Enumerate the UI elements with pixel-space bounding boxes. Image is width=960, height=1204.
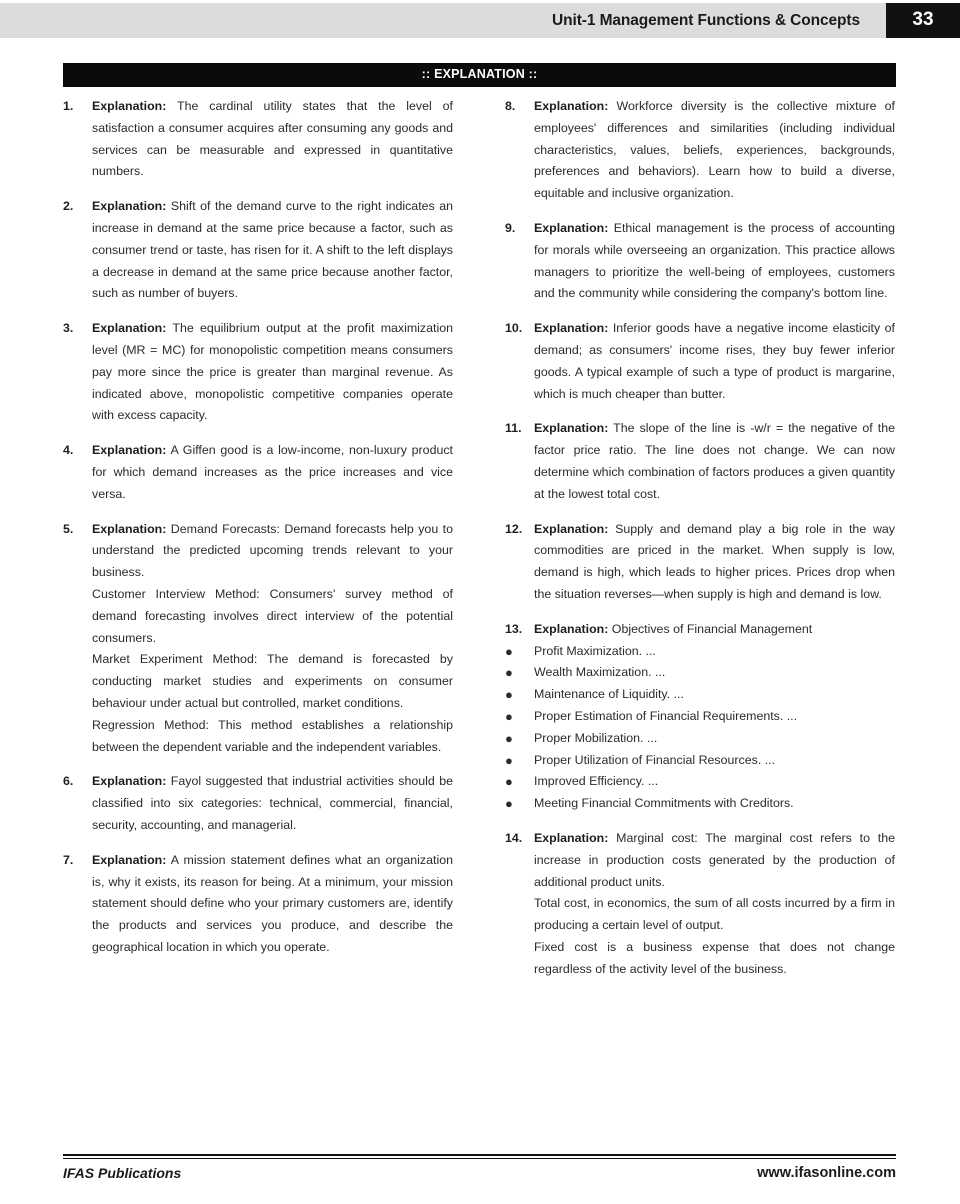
item-lead: Explanation: (534, 830, 609, 845)
item-number: 13. (505, 621, 523, 636)
item-body (92, 318, 453, 427)
explanation-item (63, 771, 453, 836)
item-body (534, 318, 895, 405)
item-text: Inferior goods have a negative income elasticity of demand; as consumers' income rises, they buy fewer inferior goods. A typical example of such a type of product is margarine, which is much cheaper than butter. (534, 321, 895, 401)
item-text: The equilibrium output at the profit maximization level (MR = MC) for monopolistic competition means consumers pay more since the price is greater than marginal revenue. As indicated above, monopolistic competitive companies operate with excess capacity. (92, 321, 453, 423)
list-item (505, 706, 895, 728)
item-text: Workforce diversity is the collective mixture of employees' differences and similarities (including individual characteristics, values, beliefs, experiences, backgrounds, preferences and behaviors). Learn how to build a diverse, equitable and inclusive organization. (534, 99, 895, 201)
item-lead: Explanation: (534, 521, 609, 536)
footer-divider-thick (63, 1154, 896, 1156)
item-lead: Explanation: (534, 621, 609, 636)
item-number: 14. (505, 830, 523, 845)
item-text: A Giffen good is a low-income, non-luxury product for which demand increases as the price increases and vice versa. (92, 443, 453, 501)
item-lead: Explanation: (92, 199, 167, 214)
item-lead: Explanation: (92, 443, 167, 458)
item-text: A mission statement defines what an organization is, why it exists, its reason for being. At a minimum, your mission statement should define who your primary customers are, identify the products and services you produce, and describe the geographical location in which you operate. (92, 852, 453, 954)
explanation-item (63, 96, 453, 183)
item-sub-paragraph: Regression Method: This method establishes a relationship between the dependent variable and the independent variables. (92, 717, 453, 754)
item-number: 8. (505, 99, 516, 113)
item-number: 7. (63, 852, 74, 867)
item-number: 11. (505, 421, 522, 436)
list-item (505, 728, 895, 750)
item-body (534, 218, 895, 305)
bullet-icon: ● (505, 730, 513, 746)
item-lead: Explanation: (92, 852, 167, 867)
item-text: The cardinal utility states that the level of satisfaction a consumer acquires after consuming any goods and services can be measurable and expressed in quantitative numbers. (92, 99, 453, 179)
list-item-label: Wealth Maximization. ... (534, 665, 666, 680)
item-text: Objectives of Financial Management (608, 621, 813, 636)
website-url[interactable]: www.ifasonline.com (757, 1165, 896, 1181)
explanation-item (505, 619, 895, 815)
item-body (92, 519, 453, 584)
item-sub-paragraph: Market Experiment Method: The demand is forecasted by conducting market studies and experiments on consumer behaviour under actual but controlled, market conditions. (92, 652, 453, 710)
list-item (505, 684, 895, 706)
page-title: Unit-1 Management Functions & Concepts (552, 12, 860, 29)
list-item (505, 641, 895, 663)
page-footer (63, 1154, 896, 1194)
item-number: 4. (63, 443, 74, 458)
item-number: 3. (63, 321, 74, 336)
item-number: 6. (63, 774, 74, 789)
item-body (92, 850, 453, 959)
item-body (92, 440, 453, 505)
list-item-label: Improved Efficiency. ... (534, 774, 659, 789)
list-item-label: Meeting Financial Commitments with Creditors. (534, 796, 794, 811)
item-text: Fayol suggested that industrial activities should be classified into six categories: technical, commercial, financial, security, accounting, and managerial. (92, 774, 453, 832)
item-text: Supply and demand play a big role in the way commodities are priced in the market. When supply is low, demand is high, which leads to higher prices. Prices drop when the situation reverses—when supply is high and demand is low. (534, 521, 895, 601)
item-number: 10. (505, 321, 523, 336)
item-sub-paragraph: Customer Interview Method: Consumers' survey method of demand forecasting involves direct interview of the potential consumers. (92, 586, 453, 645)
explanation-banner (63, 63, 896, 87)
list-item-label: Maintenance of Liquidity. ... (534, 687, 684, 702)
item-text: The slope of the line is -w/r = the negative of the factor price ratio. The line does not change. We can now determine which combination of factors produces a given quantity at the lowest total cost. (534, 421, 895, 501)
bullet-icon: ● (505, 796, 513, 812)
objectives-bullet-list (505, 641, 895, 815)
explanation-banner-label: :: EXPLANATION :: (421, 67, 538, 81)
explanation-item (505, 519, 895, 606)
item-number: 2. (63, 199, 74, 214)
bullet-icon: ● (505, 752, 513, 768)
item-body (534, 828, 895, 893)
explanation-item (63, 519, 453, 759)
item-body (534, 96, 895, 205)
explanation-item (505, 828, 895, 981)
page-number: 33 (912, 9, 934, 30)
explanation-item (505, 218, 895, 305)
item-sub-paragraph: Fixed cost is a business expense that does not change regardless of the activity level of the business. (534, 939, 895, 976)
list-item-label: Proper Estimation of Financial Requirements. ... (534, 708, 798, 723)
explanation-item (505, 96, 895, 205)
item-number: 9. (505, 220, 516, 235)
item-lead: Explanation: (92, 321, 167, 336)
explanation-item (505, 318, 895, 405)
list-item (505, 771, 895, 793)
bullet-icon: ● (505, 643, 513, 659)
explanation-item (63, 318, 453, 427)
publisher-name: IFAS Publications (63, 1165, 182, 1181)
item-body (534, 619, 895, 641)
list-item (505, 750, 895, 772)
page-number-box (886, 3, 960, 38)
left-column (63, 96, 453, 972)
page-header (0, 3, 960, 38)
content-area (0, 96, 960, 1156)
item-lead: Explanation: (534, 99, 609, 113)
item-lead: Explanation: (534, 421, 609, 436)
item-number: 5. (63, 521, 74, 536)
footer-divider-thin (63, 1158, 896, 1159)
item-sub-paragraph: Total cost, in economics, the sum of all costs incurred by a firm in producing a certain level of output. (534, 896, 895, 933)
item-body (534, 519, 895, 606)
bullet-icon: ● (505, 708, 513, 724)
list-item (505, 662, 895, 684)
item-text: Demand Forecasts: Demand forecasts help you to understand the predicted upcoming trends relevant to your business. (92, 521, 453, 580)
item-number: 1. (63, 99, 74, 113)
explanation-item (63, 850, 453, 959)
list-item-label: Profit Maximization. ... (534, 643, 656, 658)
item-number: 12. (505, 521, 523, 536)
explanation-item (505, 418, 895, 505)
item-text: Marginal cost: The marginal cost refers to the increase in production costs generated by the production of additional product units. (534, 830, 895, 889)
bullet-icon: ● (505, 665, 513, 681)
item-text: Ethical management is the process of accounting for morals while overseeing an organization. This practice allows managers to prioritize the well-being of employees, customers and the community while considering the company's bottom line. (534, 220, 895, 301)
right-column (505, 96, 895, 993)
bullet-icon: ● (505, 687, 513, 703)
item-lead: Explanation: (92, 521, 167, 536)
item-body (534, 418, 895, 505)
item-body (92, 196, 453, 305)
item-lead: Explanation: (92, 99, 167, 113)
item-lead: Explanation: (92, 774, 167, 789)
explanation-item (63, 196, 453, 305)
item-body (92, 771, 453, 836)
item-lead: Explanation: (534, 321, 609, 336)
item-body (92, 96, 453, 183)
list-item (505, 793, 895, 815)
list-item-label: Proper Utilization of Financial Resources. ... (534, 752, 776, 767)
item-lead: Explanation: (534, 220, 609, 235)
list-item-label: Proper Mobilization. ... (534, 730, 658, 745)
bullet-icon: ● (505, 774, 513, 790)
item-text: Shift of the demand curve to the right indicates an increase in demand at the same price because a factor, such as consumer trend or taste, has risen for it. A shift to the left displays a decrease in demand at the same price because another factor, such as number of buyers. (92, 199, 453, 301)
explanation-item (63, 440, 453, 505)
